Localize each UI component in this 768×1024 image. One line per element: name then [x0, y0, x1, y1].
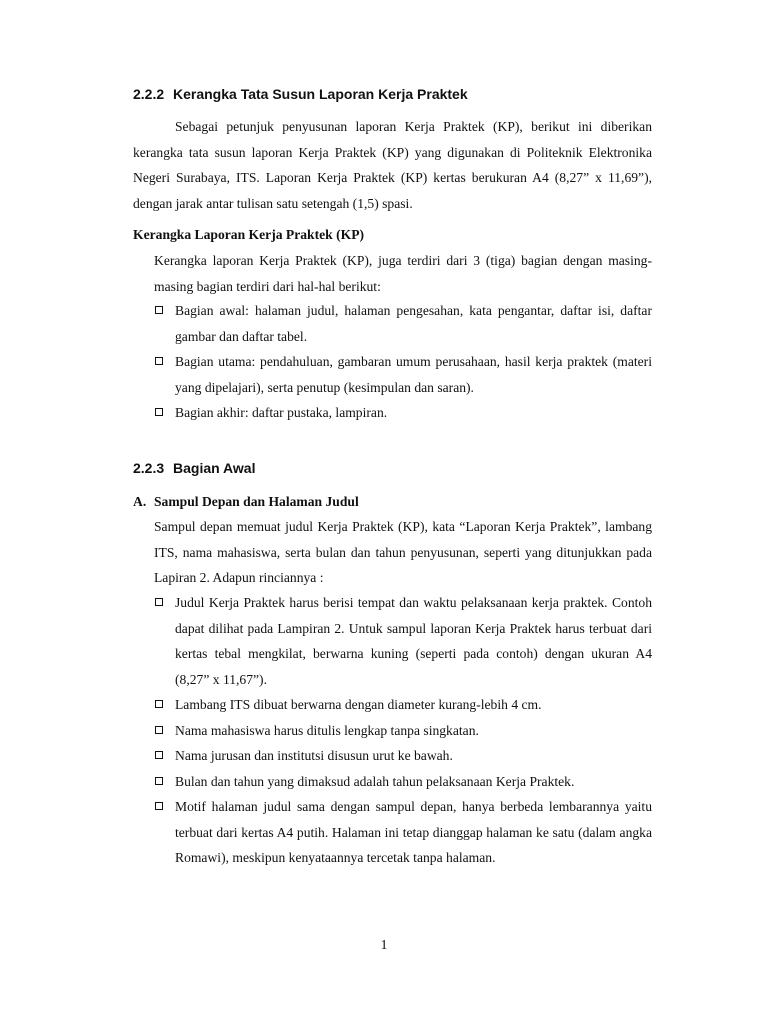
section-heading-2-2-3: [133, 460, 255, 476]
sampul-paragraph: Sampul depan memuat judul Kerja Praktek (KP), kata “Laporan Kerja Praktek”, lambang ITS, nama mahasiswa, serta bulan dan tahun penyusunan, seperti yang ditunjukkan pada Lapiran 2. Adapun rinciannya :: [154, 519, 652, 585]
section-number: 2.2.2: [133, 86, 165, 102]
list-item-text: Judul Kerja Praktek harus berisi tempat dan waktu pelaksanaan kerja praktek. Contoh dapat dilihat pada Lampiran 2. Untuk sampul laporan Kerja Praktek harus terbuat dari kertas tebal mengkilat, berwarna kuning (seperti pada contoh) dengan ukuran A4 (8,27” x 11,67”).: [175, 595, 652, 687]
kerangka-list: [154, 298, 652, 426]
checkbox-bullet-icon: [155, 777, 163, 785]
list-item: [154, 743, 652, 769]
list-item-text: Nama jurusan dan institutsi disusun urut ke bawah.: [175, 748, 453, 763]
subsection-title: Sampul Depan dan Halaman Judul: [154, 494, 359, 509]
checkbox-bullet-icon: [155, 357, 163, 365]
checkbox-bullet-icon: [155, 700, 163, 708]
list-item: [154, 718, 652, 744]
list-item: [154, 794, 652, 871]
list-item-text: Bagian utama: pendahuluan, gambaran umum perusahaan, hasil kerja praktek (materi yang dipelajari), serta penutup (kesimpulan dan saran).: [175, 354, 652, 395]
list-item-text: Bagian akhir: daftar pustaka, lampiran.: [175, 405, 388, 420]
sampul-list: [154, 590, 652, 871]
section-title: Bagian Awal: [173, 460, 256, 476]
list-item: [154, 692, 652, 718]
list-item: [154, 590, 652, 692]
list-item: [154, 298, 652, 349]
list-item: [154, 349, 652, 400]
kerangka-paragraph: Kerangka laporan Kerja Praktek (KP), juga terdiri dari 3 (tiga) bagian dengan masing-masing bagian terdiri dari hal-hal berikut:: [154, 253, 652, 294]
intro-paragraph: Sebagai petunjuk penyusunan laporan Kerja Praktek (KP), berikut ini diberikan kerangka tata susun laporan Kerja Praktek (KP) yang digunakan di Politeknik Elektronika Negeri Surabaya, ITS. Laporan Kerja Praktek (KP) kertas berukuran A4 (8,27” x 11,69”), dengan jarak antar tulisan satu setengah (1,5) spasi.: [133, 119, 652, 211]
list-item-text: Nama mahasiswa harus ditulis lengkap tanpa singkatan.: [175, 722, 479, 738]
subheading-kerangka: Kerangka Laporan Kerja Praktek (KP): [133, 227, 365, 242]
list-item-text: Lambang ITS dibuat berwarna dengan diameter kurang-lebih 4 cm.: [175, 697, 542, 712]
list-item-text: Bagian awal: halaman judul, halaman pengesahan, kata pengantar, daftar isi, daftar gambar dan daftar tabel.: [175, 303, 652, 344]
subsection-letter: A.: [133, 494, 147, 509]
list-item-text: Motif halaman judul sama dengan sampul depan, hanya berbeda lembarannya yaitu terbuat dari kertas A4 putih. Halaman ini tetap dianggap halaman ke satu (dalam angka Romawi), meskipun kenyataannya tercetak tanpa halaman.: [175, 799, 652, 865]
list-item: [154, 769, 652, 795]
section-heading-2-2-2: [133, 86, 468, 102]
section-number: 2.2.3: [133, 460, 165, 476]
page-number: 1: [380, 938, 388, 953]
list-item-text: Bulan dan tahun yang dimaksud adalah tahun pelaksanaan Kerja Praktek.: [175, 773, 575, 789]
checkbox-bullet-icon: [155, 751, 163, 759]
checkbox-bullet-icon: [155, 726, 163, 734]
checkbox-bullet-icon: [155, 306, 163, 314]
subsection-heading-a: [133, 494, 359, 510]
list-item: [154, 400, 652, 426]
checkbox-bullet-icon: [155, 408, 163, 416]
checkbox-bullet-icon: [155, 598, 163, 606]
checkbox-bullet-icon: [155, 802, 163, 810]
section-title: Kerangka Tata Susun Laporan Kerja Praktek: [173, 86, 468, 102]
